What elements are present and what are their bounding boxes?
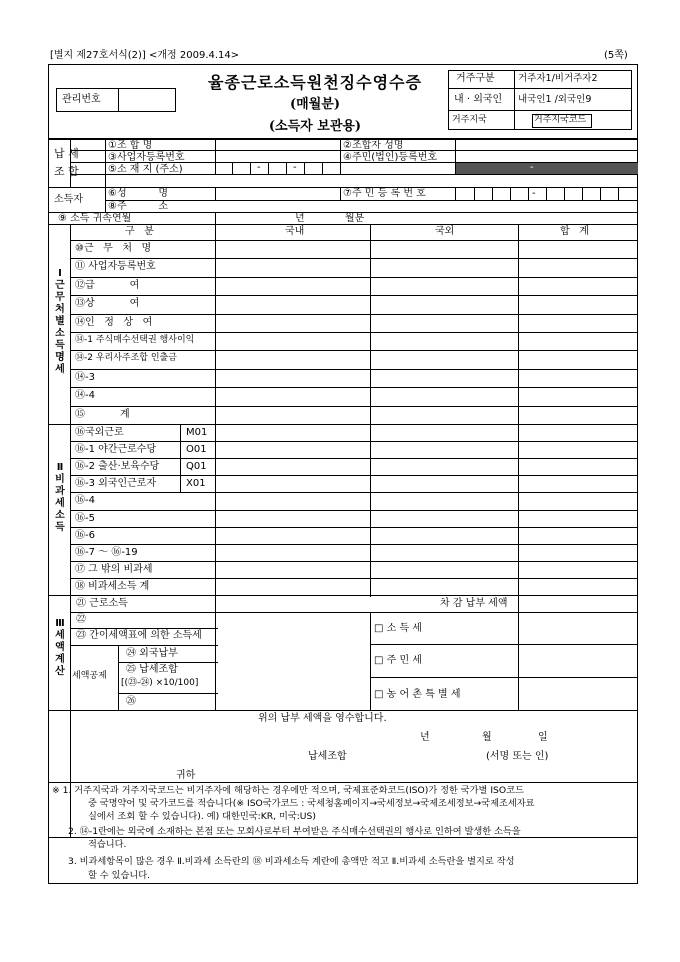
- section1-row-3: ⑬상 여: [75, 298, 140, 309]
- period-label: ⑨ 소득 귀속연월: [58, 213, 132, 224]
- union-side-label-1: 납 세: [54, 147, 79, 160]
- receipt-year: 년: [420, 732, 430, 743]
- period-year-label: 년: [295, 213, 305, 224]
- page-title: 율종근로소득원천징수영수증: [208, 73, 422, 92]
- s1-side-0: Ⅰ: [58, 268, 62, 279]
- col-domestic: 국내: [285, 226, 305, 237]
- section2-row-3: ⑯-3 외국인근로자: [75, 478, 157, 489]
- section2-code-3: X01: [186, 478, 206, 489]
- r22-label: ㉒: [76, 614, 86, 625]
- union-regno-dash: -: [530, 162, 534, 173]
- receipt-day: 일: [538, 732, 548, 743]
- receipt-union: 납세조합: [308, 751, 347, 762]
- section1-row-7: ⑭-3: [75, 372, 95, 383]
- r25-label: ㉕ 납세조합: [126, 664, 178, 675]
- section2-row-5: ⑯-5: [75, 513, 95, 524]
- residence-type-label: 거주구분: [456, 73, 495, 84]
- section2-row-6: ⑯-6: [75, 530, 95, 541]
- section1-row-1: ⑪ 사업자등록번호: [75, 261, 156, 272]
- nationality-value[interactable]: 내국인1 /외국인9: [518, 94, 592, 105]
- note-1-cont: 중 국명약어 및 국가코드를 적습니다(※ ISO국가코드 : 국세청홈페이지→국세정보→국제조세정보→국제조세자료: [88, 798, 535, 809]
- receipt-text: 위의 납부 세액을 영수합니다.: [258, 713, 387, 724]
- pay-header: 차 감 납부 세액: [440, 598, 508, 609]
- management-no-label: 관리번호: [62, 94, 101, 105]
- earner-side-label: 소득자: [54, 194, 83, 205]
- section1-row-5: ⑭-1 주식매수선택권 행사이익: [75, 335, 195, 345]
- residence-type-value[interactable]: 거주자1/비거주자2: [518, 73, 598, 84]
- section1-row-4: ⑭인 정 상 여: [75, 317, 153, 328]
- tax-resident-checkbox[interactable]: □ 주 민 세: [374, 655, 422, 666]
- note-1: ※ 1. 거주지국과 거주지국코드는 비거주자에 해당하는 경우에만 적으며, 국제표준화코드(ISO)가 정한 국가별 ISO코드: [52, 785, 524, 796]
- form-number: [별지 제27호서식(2)] <개정 2009.4.14>: [50, 50, 240, 61]
- bizno-dash-2: -: [293, 162, 297, 173]
- section2-row-9: ⑱ 비과세소득 계: [75, 581, 150, 592]
- tax-rural-checkbox[interactable]: □ 농 어 촌 특 별 세: [374, 689, 461, 700]
- s3-side-2: 액: [55, 642, 65, 653]
- section1-row-0: ⑩근 무 처 명: [75, 243, 152, 254]
- section2-row-2: ⑯-2 출산·보육수당: [75, 461, 160, 472]
- note-1-cont2: 실에서 조회 할 수 있습니다). 예) 대한민국:KR, 미국:US): [88, 811, 316, 822]
- period-month-label: 월분: [345, 213, 365, 224]
- union-address-label: ⑤소 재 지 (주소): [108, 164, 183, 175]
- deduct-label: 세액공제: [72, 671, 107, 681]
- section1-side-label: [53, 268, 67, 376]
- r23-label: ㉓ 간이세액표에 의한 소득세: [76, 630, 202, 641]
- union-regno-label: ④주민(법인)등록번호: [343, 152, 438, 163]
- s1-side-7: 명: [55, 352, 65, 363]
- note-3: 3. 비과세항목이 많은 경우 Ⅱ.비과세 소득란의 ⑱ 비과세소득 계란에 총액만 적고 Ⅱ.비과세 소득란을 별지로 작성: [68, 856, 515, 867]
- section2-row-0: ⑯국외근로: [75, 427, 124, 438]
- s1-side-2: 무: [55, 292, 65, 303]
- r26-label: ㉖: [126, 696, 136, 707]
- s2-side-1: 비: [55, 474, 65, 485]
- union-side-label-2: 조 합: [54, 165, 79, 178]
- s3-side-1: 세: [55, 630, 65, 641]
- r21-label: ㉑ 근로소득: [76, 598, 128, 609]
- union-rep-label: ②조합자 성명: [343, 140, 404, 151]
- s1-side-6: 득: [55, 340, 65, 351]
- title-sub1: (매월분): [290, 97, 340, 112]
- earner-regno-label: ⑦주 민 등 록 번 호: [343, 188, 426, 199]
- union-bizno-label: ③사업자등록번호: [108, 152, 185, 163]
- country-code-label: 거주지국코드: [534, 115, 587, 125]
- s2-side-0: Ⅱ: [56, 462, 64, 473]
- country-label: 거주지국: [452, 115, 487, 125]
- section1-row-6: ⑭-2 우리사주조합 인출금: [75, 353, 177, 363]
- section1-row-2: ⑫급 여: [75, 280, 140, 291]
- s1-side-4: 별: [55, 316, 65, 327]
- s1-side-1: 근: [55, 280, 65, 291]
- col-total: 합 계: [560, 226, 589, 237]
- earner-name-label: ⑥성 명: [108, 188, 169, 199]
- s3-side-3: 계: [55, 654, 65, 665]
- s2-side-3: 세: [55, 498, 65, 509]
- s3-side-0: Ⅲ: [55, 618, 65, 629]
- s1-side-8: 세: [55, 364, 65, 375]
- s2-side-4: 소: [55, 510, 65, 521]
- title-sub2: (소득자 보관용): [268, 119, 362, 134]
- s3-side-4: 산: [55, 666, 65, 677]
- section2-row-7: ⑯-7 ～ ⑯-19: [75, 547, 138, 558]
- receipt-to: 귀하: [176, 770, 196, 781]
- earner-regno-dash: -: [532, 188, 536, 199]
- r25b-label: [(㉓-㉔) ×10/100]: [121, 678, 199, 688]
- note-2: 2. ⑭-1란에는 외국에 소재하는 본점 또는 모회사로부터 부여받은 주식매수선택권의 행사로 인하여 발생한 소득을: [68, 826, 521, 837]
- tax-income-checkbox[interactable]: □ 소 득 세: [374, 623, 422, 634]
- section2-row-8: ⑰ 그 밖의 비과세: [75, 564, 153, 575]
- notes-frame: [48, 782, 638, 884]
- section1-row-8: ⑭-4: [75, 390, 95, 401]
- section2-code-2: Q01: [186, 461, 207, 472]
- earner-address-label: ⑧주 소: [108, 201, 169, 212]
- col-foreign: 국외: [435, 226, 455, 237]
- receipt-sign[interactable]: (서명 또는 인): [486, 751, 549, 762]
- s1-side-5: 소: [55, 328, 65, 339]
- section2-code-0: M01: [186, 427, 208, 438]
- nationality-label: 내 · 외국인: [454, 94, 503, 105]
- page-number: (5쪽): [604, 50, 628, 61]
- section2-side-label: [53, 462, 67, 534]
- note-3-cont: 할 수 있습니다.: [88, 870, 151, 881]
- bizno-dash-1: -: [257, 162, 261, 173]
- section2-row-1: ⑯-1 야간근로수당: [75, 444, 157, 455]
- union-regno-shaded: [456, 163, 638, 174]
- receipt-month: 월: [482, 732, 492, 743]
- s2-side-5: 득: [55, 522, 65, 533]
- s1-side-3: 처: [55, 304, 65, 315]
- section2-row-4: ⑯-4: [75, 495, 95, 506]
- r24-label: ㉔ 외국납부: [126, 648, 178, 659]
- col-gubun: 구 분: [125, 226, 154, 237]
- section1-row-9: ⑮ 계: [75, 409, 130, 420]
- note-2-cont: 적습니다.: [88, 839, 127, 850]
- section3-side-label: [53, 618, 67, 678]
- s2-side-2: 과: [55, 486, 65, 497]
- union-name-label: ①조 합 명: [108, 140, 153, 151]
- section2-code-1: O01: [186, 444, 207, 455]
